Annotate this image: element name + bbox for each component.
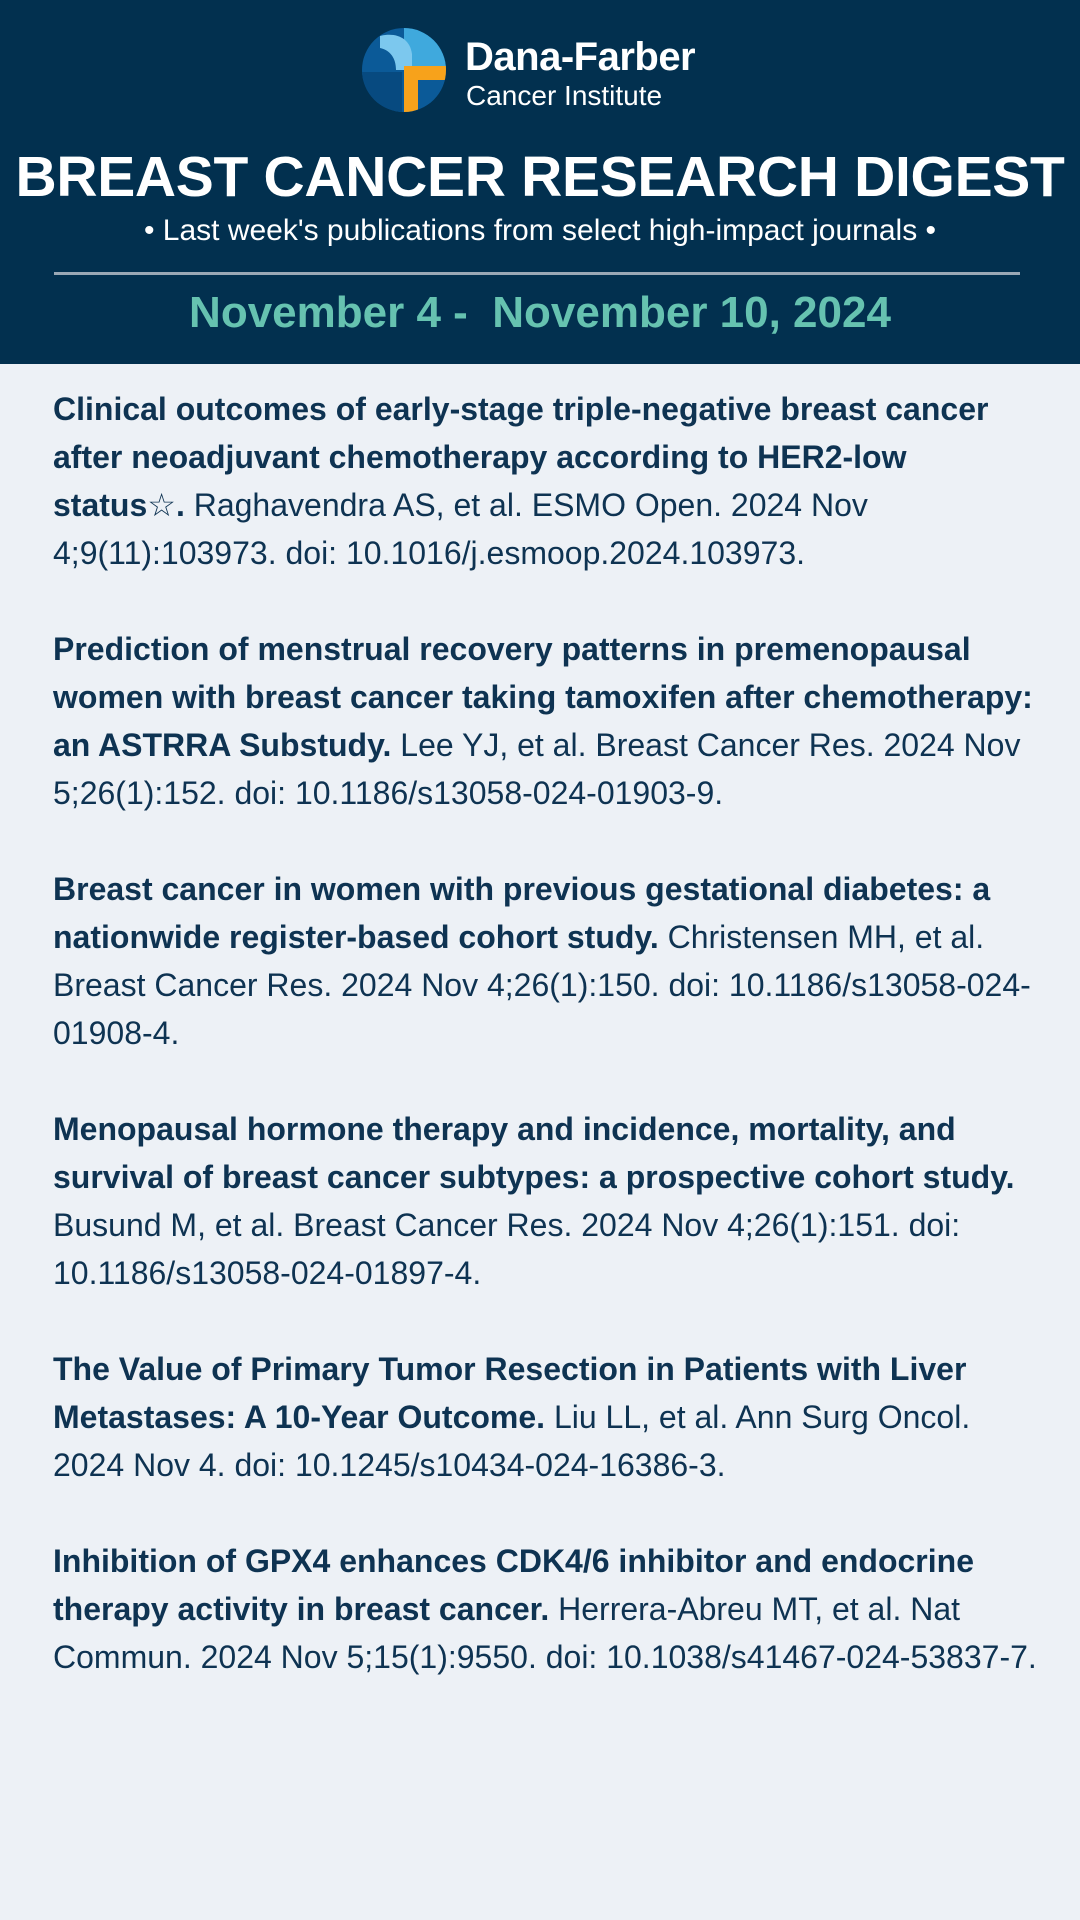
publication-item <box>53 1345 1038 1489</box>
header-divider <box>54 272 1020 275</box>
dana-farber-logo[interactable] <box>362 28 702 114</box>
publication-item <box>53 1105 1038 1297</box>
dana-farber-logo-mark-icon <box>362 28 446 112</box>
digest-title: BREAST CANCER RESEARCH DIGEST <box>15 145 1065 209</box>
digest-subtitle: • Last week's publications from select high-impact journals • <box>143 214 937 247</box>
digest-header <box>0 0 1080 364</box>
publication-citation: Raghavendra AS, et al. ESMO Open. 2024 Nov 4;9(11):103973. doi: 10.1016/j.esmoop.2024.103973. <box>53 487 868 571</box>
publication-title[interactable]: The Value of Primary Tumor Resection in Patients with Liver Metastases: A 10-Year Outcome. <box>53 1351 967 1435</box>
date-range: November 4 - November 10, 2024 <box>189 288 891 337</box>
publication-item <box>53 625 1038 817</box>
publication-title[interactable]: Breast cancer in women with previous gestational diabetes: a nationwide register-based cohort study. <box>53 871 991 955</box>
logo-name: Dana-Farber <box>465 35 696 79</box>
publication-title[interactable]: Prediction of menstrual recovery patterns in premenopausal women with breast cancer taking tamoxifen after chemotherapy: an ASTRRA Substudy. <box>53 631 1033 763</box>
publication-title[interactable]: Clinical outcomes of early-stage triple-negative breast cancer after neoadjuvant chemotherapy according to HER2-low status☆. <box>53 391 989 523</box>
publication-citation: Christensen MH, et al. Breast Cancer Res. 2024 Nov 4;26(1):150. doi: 10.1186/s13058-024-01908-4. <box>53 919 1031 1051</box>
publication-title[interactable]: Menopausal hormone therapy and incidence, mortality, and survival of breast cancer subtypes: a prospective cohort study. <box>53 1111 1015 1195</box>
publication-citation: Herrera-Abreu MT, et al. Nat Commun. 2024 Nov 5;15(1):9550. doi: 10.1038/s41467-024-53837-7. <box>53 1591 1037 1675</box>
publication-item <box>53 385 1038 577</box>
logo-subtitle: Cancer Institute <box>466 80 663 111</box>
publication-list <box>53 385 1038 1729</box>
publication-citation: Liu LL, et al. Ann Surg Oncol. 2024 Nov 4. doi: 10.1245/s10434-024-16386-3. <box>53 1399 971 1483</box>
publication-title[interactable]: Inhibition of GPX4 enhances CDK4/6 inhibitor and endocrine therapy activity in breast cancer. <box>53 1543 974 1627</box>
publication-item <box>53 1537 1038 1681</box>
publication-citation: Busund M, et al. Breast Cancer Res. 2024 Nov 4;26(1):151. doi: 10.1186/s13058-024-01897-4. <box>53 1207 961 1291</box>
publication-item <box>53 865 1038 1057</box>
publication-citation: Lee YJ, et al. Breast Cancer Res. 2024 Nov 5;26(1):152. doi: 10.1186/s13058-024-01903-9. <box>53 727 1021 811</box>
